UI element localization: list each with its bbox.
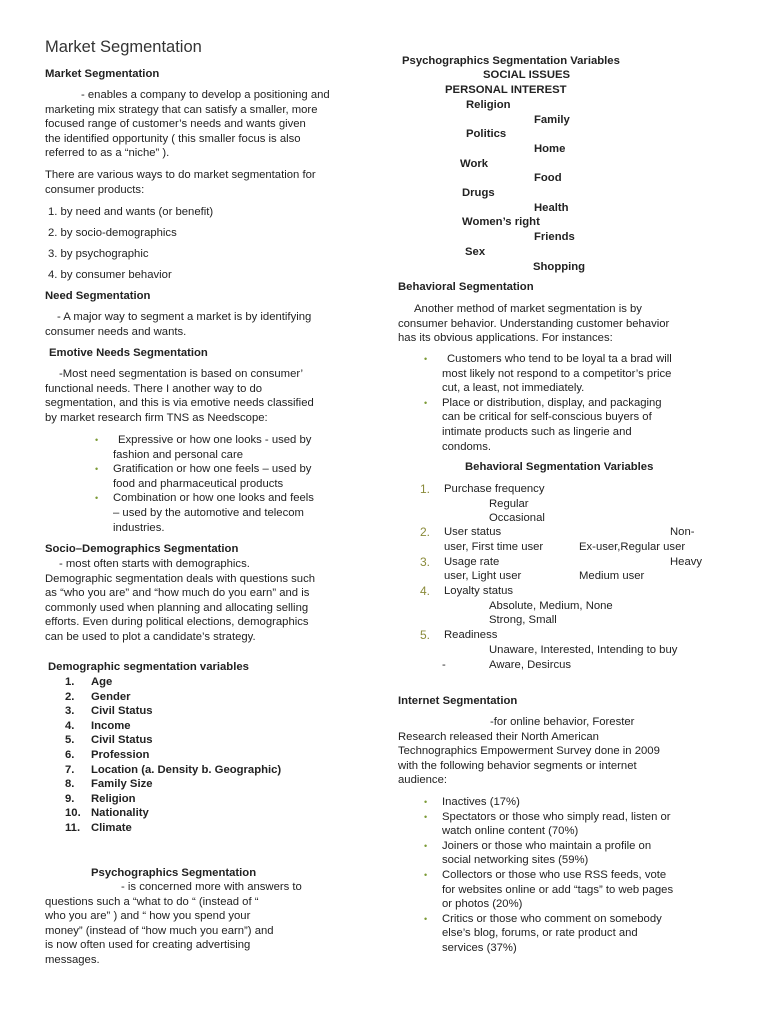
- ways-item: 2. by socio-demographics: [48, 227, 177, 239]
- list-item: • Gratification or how one feels – used by food and pharmaceutical products: [95, 463, 312, 490]
- interest-item: Work: [460, 158, 489, 170]
- bullet-icon: •: [424, 913, 428, 924]
- ways-item: 3. by psychographic: [48, 248, 149, 260]
- personal-interest-label: PERSONAL INTEREST: [445, 84, 567, 96]
- behavioral-bullet-list: [424, 352, 672, 454]
- interest-item: Politics: [466, 128, 507, 140]
- internet-segmentation-heading: Internet Segmentation: [398, 695, 518, 707]
- internet-segmentation-text: -for online behavior, Forester Research released their North American Technographics Empowerment Survey done in 2009 with the following behavior segments or internet audience:: [398, 716, 660, 787]
- purchase-frequency-label: Purchase frequency: [444, 483, 545, 495]
- list-item-text: Religion: [91, 792, 136, 805]
- need-segmentation-heading: Need Segmentation: [45, 290, 151, 302]
- list-item-text: Family Size: [91, 778, 153, 791]
- list-number: 1.: [420, 482, 431, 496]
- list-item-text: Civil Status: [91, 705, 153, 718]
- list-item: • Joiners or those who maintain a profile on social networking sites (59%): [424, 839, 652, 867]
- psychographics-heading: Psychographics Segmentation: [91, 867, 257, 879]
- bullet-icon: •: [424, 869, 428, 880]
- bullet-icon: •: [424, 811, 428, 822]
- social-issues-label: SOCIAL ISSUES: [483, 69, 571, 81]
- list-item: • Critics or those who comment on somebody else’s blog, forums, or rate product and services (37%): [424, 912, 662, 954]
- interest-item: Shopping: [533, 261, 586, 273]
- bullet-icon: •: [95, 464, 99, 475]
- demographic-variables-heading: Demographic segmentation variables: [48, 661, 249, 673]
- page-title: Market Segmentation: [45, 38, 202, 56]
- loyalty-status-label: Loyalty status: [444, 585, 514, 597]
- bullet-icon: •: [424, 397, 428, 408]
- behavioral-segmentation-text: Another method of market segmentation is by consumer behavior. Understanding customer behavior has its obvious applications. For instances:: [398, 303, 670, 345]
- usage-rate-value: user, Light user: [444, 570, 522, 582]
- interest-item: Drugs: [462, 187, 495, 199]
- emotive-bullet-list: [95, 433, 314, 535]
- interest-item: Home: [534, 143, 566, 155]
- bullet-icon: •: [424, 354, 428, 364]
- list-item: • Place or distribution, display, and packaging can be critical for self-conscious buyers of intimate products such as lingerie and condoms.: [424, 396, 662, 453]
- list-number: 10.: [65, 807, 81, 820]
- usage-rate-value: Medium user: [579, 570, 645, 582]
- list-item: • Spectators or those who simply read, listen or watch online content (70%): [424, 810, 671, 838]
- interest-item: Women’s right: [462, 216, 540, 228]
- bullet-icon: •: [95, 493, 99, 504]
- usage-rate-label: Usage rate: [444, 556, 500, 568]
- behavioral-segmentation-heading: Behavioral Segmentation: [398, 281, 534, 293]
- list-item: • Combination or how one looks and feels – used by the automotive and telecom industries.: [95, 492, 314, 534]
- bullet-icon: •: [424, 840, 428, 851]
- list-number: 4.: [65, 719, 75, 732]
- loyalty-status-value: Absolute, Medium, None: [489, 600, 613, 612]
- list-item: • Expressive or how one looks - used by fashion and personal care: [95, 434, 312, 461]
- usage-rate-value: Heavy: [670, 556, 703, 568]
- market-segmentation-text: - enables a company to develop a positioning and marketing mix strategy that can satisfy a smaller, more focused range of customer’s needs and wants given the identified opportunity ( this smaller focus is also referred to as a “niche” ).: [45, 89, 330, 160]
- list-item-text: Nationality: [91, 807, 149, 820]
- readiness-value: Unaware, Interested, Intending to buy: [489, 644, 678, 656]
- bullet-icon: •: [95, 435, 99, 445]
- list-number: 11.: [65, 821, 81, 834]
- need-segmentation-text: - A major way to segment a market is by identifying consumer needs and wants.: [45, 311, 312, 338]
- market-segmentation-heading: Market Segmentation: [45, 68, 160, 80]
- interest-item: Religion: [466, 99, 511, 111]
- list-number: 3.: [420, 555, 431, 569]
- list-item: • Collectors or those who use RSS feeds, vote for websites online or add “tags” to web pages or photos (20%): [424, 868, 674, 911]
- list-item-text: Profession: [91, 748, 150, 761]
- list-number: 8.: [65, 778, 75, 791]
- emotive-needs-heading: Emotive Needs Segmentation: [49, 347, 208, 359]
- list-number: 9.: [65, 792, 75, 805]
- list-number: 1.: [65, 676, 75, 688]
- list-number: 7.: [65, 763, 75, 776]
- user-status-value: Ex-user,Regular user: [579, 541, 686, 553]
- user-status-value: Non-: [670, 526, 695, 538]
- list-number: 3.: [65, 705, 75, 718]
- list-number: 4.: [420, 584, 431, 598]
- list-item-text: Income: [91, 719, 131, 732]
- ways-item: 4. by consumer behavior: [48, 269, 172, 281]
- interest-item: Family: [534, 114, 570, 126]
- list-item-text: Age: [91, 676, 113, 688]
- user-status-value: user, First time user: [444, 541, 544, 553]
- readiness-label: Readiness: [444, 629, 498, 641]
- list-item-text: Gender: [91, 690, 131, 703]
- interest-item: Health: [534, 202, 569, 214]
- socio-demographics-heading: Socio–Demographics Segmentation: [45, 543, 239, 555]
- interest-item: Food: [534, 172, 562, 184]
- list-number: 5.: [65, 734, 75, 747]
- psychographics-text: - is concerned more with answers to questions such a “what to do “ (instead of “ who you are” ) and “ how you spend your money” (instead of “how much you earn”) and is now often used for creating advertising messages.: [45, 881, 302, 966]
- list-item-text: Location (a. Density b. Geographic): [91, 763, 282, 776]
- purchase-frequency-value: Regular: [489, 498, 529, 510]
- list-item-text: Climate: [91, 821, 132, 834]
- internet-bullet-list: [424, 795, 673, 956]
- list-item-text: Civil Status: [91, 734, 153, 747]
- behavioral-variables-heading: Behavioral Segmentation Variables: [465, 461, 654, 473]
- list-item: • Customers who tend to be loyal ta a brad will most likely not respond to a competitor’s price cut, a least, not immediately.: [424, 353, 672, 395]
- psychographics-variables-heading: Psychographics Segmentation Variables: [402, 55, 620, 67]
- readiness-value: Aware, Desircus: [489, 659, 572, 671]
- list-number: 2.: [65, 690, 75, 703]
- socio-demographics-text: - most often starts with demographics. Demographic segmentation deals with questions such as “who you are” and “how much do you earn” and is commonly used when planning and allocating selling efforts. Even during political elections, demographics can be used to plot a candidate’s strategy.: [45, 558, 316, 643]
- loyalty-status-value: Strong, Small: [489, 614, 557, 626]
- ways-intro: There are various ways to do market segmentation for consumer products:: [45, 169, 316, 196]
- interest-item: Friends: [534, 231, 575, 243]
- interest-item: Sex: [465, 246, 486, 258]
- list-item: • Inactives (17%): [424, 796, 520, 808]
- ways-item: 1. by need and wants (or benefit): [48, 206, 214, 218]
- readiness-dash: -: [442, 659, 446, 671]
- bullet-icon: •: [424, 797, 428, 807]
- user-status-label: User status: [444, 526, 502, 538]
- purchase-frequency-value: Occasional: [489, 512, 545, 524]
- emotive-needs-text: -Most need segmentation is based on consumer’ functional needs. There I another way to do segmentation, and this is via emotive needs classified by market research firm TNS as Needscope:: [45, 368, 314, 424]
- list-number: 6.: [65, 748, 75, 761]
- list-number: 5.: [420, 628, 431, 642]
- list-number: 2.: [420, 525, 431, 539]
